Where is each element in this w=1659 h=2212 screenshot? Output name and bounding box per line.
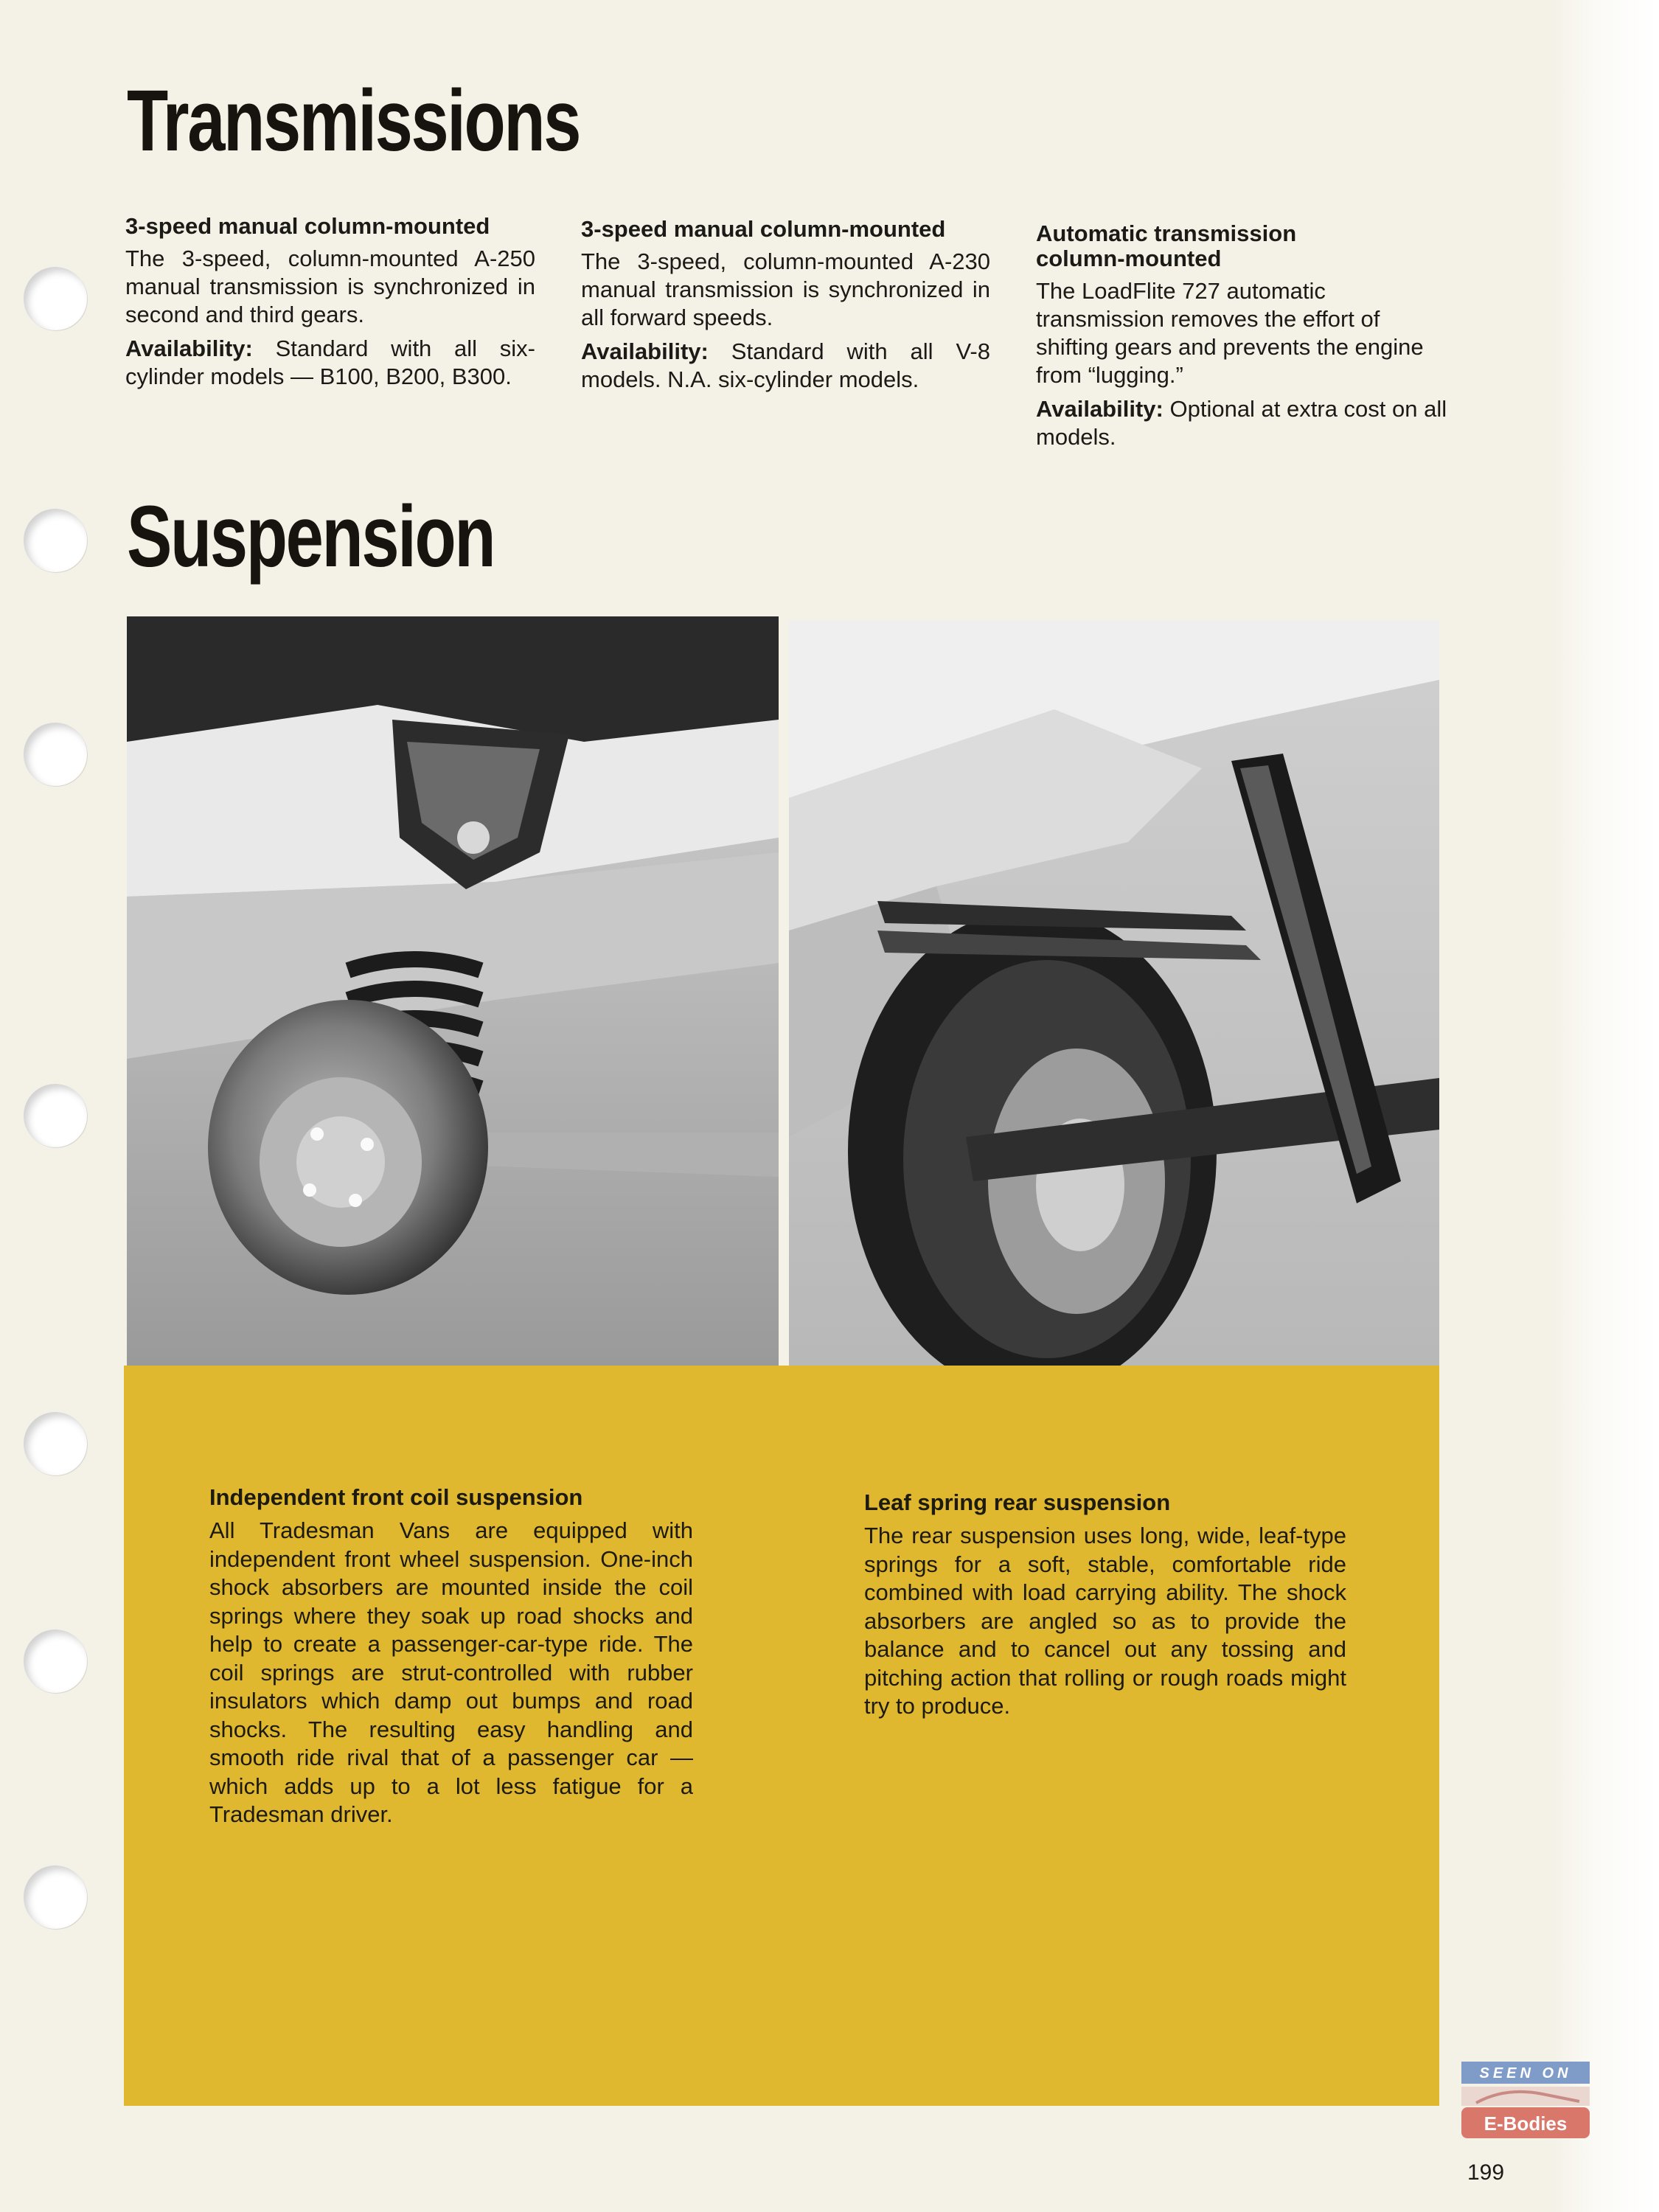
suspension-heading: Suspension: [127, 488, 495, 585]
transmission-column-2: [581, 217, 990, 400]
front-suspension-illustration: [127, 616, 779, 1366]
binder-hole: [24, 1412, 87, 1475]
column-heading: 3-speed manual column-mounted: [125, 213, 490, 239]
column-heading: Leaf spring rear suspension: [864, 1489, 1171, 1515]
availability-note: [581, 338, 990, 394]
column-body: The 3-speed, column-mounted A-250 manual transmission is synchronized in second and third gears.: [125, 246, 535, 327]
column-body: The rear suspension uses long, wide, leaf-type springs for a soft, stable, comfortable ride combined with load carrying ability. The shock absorbers are angled so as to provide the balance and to cancel out any tossing and pitching action that rolling or rough roads might try to produce.: [864, 1523, 1346, 1719]
column-body: All Tradesman Vans are equipped with independent front wheel suspension. One-inch shock absorbers are mounted inside the coil springs where they soak up road shocks and help to create a passenger-car-type ride. The coil springs are strut-controlled with rubber insulators which damp out bumps and road shocks. The resulting easy handling and smooth ride rival that of a passenger car —which adds up to a lot less fatigue for a Tradesman driver.: [209, 1517, 693, 1827]
binder-hole: [24, 1084, 87, 1147]
rear-suspension-column: [864, 1489, 1346, 1721]
availability-note: [1036, 395, 1449, 451]
availability-label: Availability:: [125, 335, 253, 361]
binder-hole: [24, 509, 87, 572]
transmission-column-1: [125, 214, 535, 397]
binder-hole: [24, 723, 87, 786]
availability-text: Standard with all V-8 models. N.A. six-cylinder models.: [581, 338, 990, 392]
availability-note: [125, 335, 535, 391]
watermark-logo: [1461, 2062, 1590, 2144]
watermark-line-2: E-Bodies: [1484, 2112, 1568, 2135]
column-body: The 3-speed, column-mounted A-230 manual transmission is synchronized in all forward speeds.: [581, 248, 990, 330]
binder-hole: [24, 1865, 87, 1929]
column-heading: 3-speed manual column-mounted: [581, 216, 946, 242]
front-suspension-photo: [127, 616, 779, 1366]
page-number: 199: [1467, 2160, 1505, 2185]
rear-suspension-illustration: [789, 621, 1439, 1366]
availability-text: Optional at extra cost on all models.: [1036, 396, 1447, 450]
availability-label: Availability:: [581, 338, 709, 364]
availability-label: Availability:: [1036, 396, 1164, 422]
column-heading: Independent front coil suspension: [209, 1484, 583, 1510]
transmissions-heading: Transmissions: [127, 72, 580, 170]
page-edge: [1552, 0, 1659, 2212]
transmission-column-3: [1036, 221, 1449, 457]
column-heading: Automatic transmission column-mounted: [1036, 220, 1297, 271]
column-body: The LoadFlite 727 automatic transmission removes the effort of shifting gears and prevents the engine from “lugging.”: [1036, 278, 1424, 388]
seen-on-e-bodies-watermark: [1461, 2062, 1590, 2144]
binder-hole: [24, 267, 87, 330]
availability-text: Standard with all six-cylinder models — B100, B200, B300.: [125, 335, 535, 389]
watermark-line-1: SEEN ON: [1479, 2065, 1572, 2081]
binder-hole: [24, 1630, 87, 1693]
front-suspension-column: [209, 1484, 693, 1829]
rear-suspension-photo: [789, 621, 1439, 1366]
